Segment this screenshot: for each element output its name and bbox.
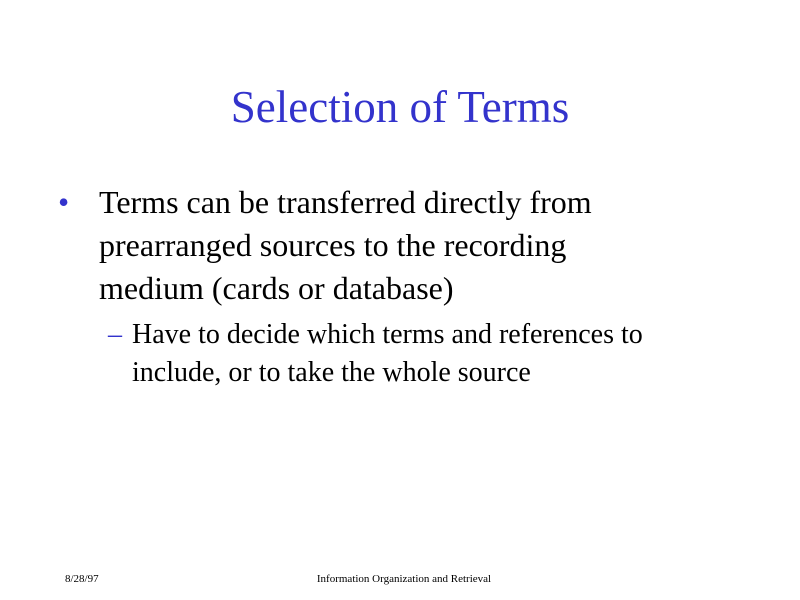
bullet-line: prearranged sources to the recording: [99, 227, 567, 263]
bullet-marker-icon: •: [58, 184, 70, 220]
footer-date: 8/28/97: [65, 573, 99, 585]
bullet-text: [99, 181, 679, 310]
footer-course-title: Information Organization and Retrieval: [316, 573, 492, 585]
bullet-line: medium (cards or database): [99, 270, 454, 306]
sub-bullet-line: include, or to take the whole source: [132, 357, 531, 388]
bullet-line: Terms can be transferred directly from: [99, 184, 592, 220]
slide-title: Selection of Terms: [230, 82, 570, 132]
dash-marker-icon: –: [108, 319, 122, 350]
sub-bullet-text: [132, 316, 732, 392]
sub-bullet-line: Have to decide which terms and references to: [132, 319, 643, 350]
